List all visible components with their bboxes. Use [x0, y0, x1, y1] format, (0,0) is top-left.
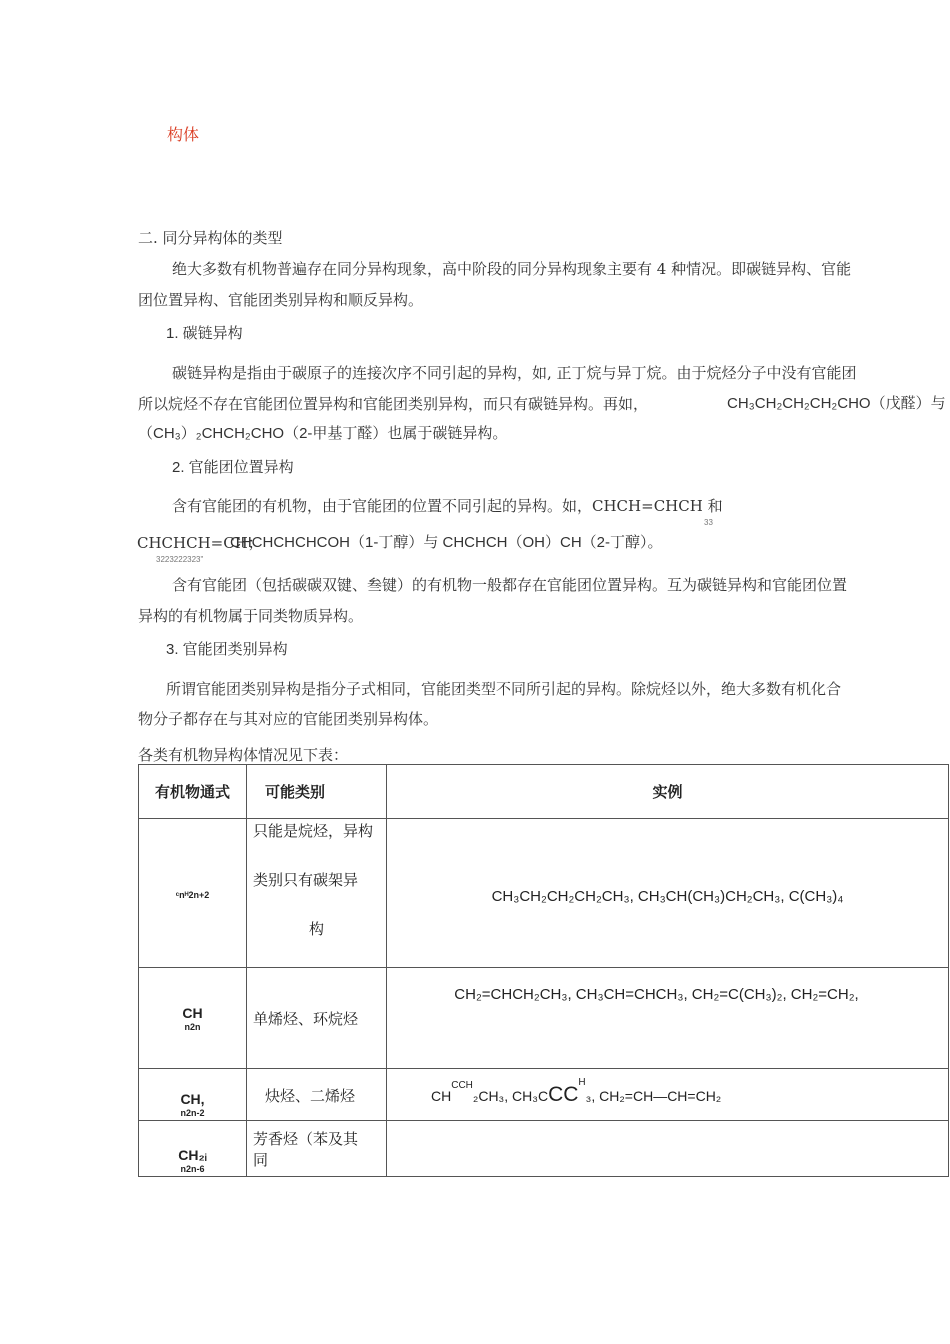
table-row: [139, 1121, 949, 1177]
table-row: [139, 819, 949, 968]
example-part: ₂CH₃, CH₃C: [472, 1088, 549, 1104]
example-sup: H: [578, 1077, 586, 1089]
table-row: [139, 968, 949, 1069]
example-cell: [387, 1069, 949, 1121]
formula-main: CH: [182, 1004, 203, 1021]
header-category: 可能类别: [247, 765, 387, 819]
category-line: 单烯烃、环烷烃: [253, 1010, 359, 1028]
example-part: CH: [431, 1088, 452, 1104]
intro-line-2: 团位置异构、官能团类别异构和顺反异构。: [138, 291, 424, 309]
example-text: CH₂=CHCH₂CH₃, CH₃CH=CHCH₃, CH₂=C(CH₃)₂, CH₂=CH₂,: [454, 986, 859, 1003]
category-line: 只能是烷烃，异构: [253, 823, 374, 840]
formula-cell: [139, 1121, 247, 1177]
example-part: ₃, CH₂=CH—CH=CH₂: [585, 1088, 722, 1104]
sec1-line-3: （CH₃）₂CHCH₂CHO（2-甲基丁醛）也属于碳链异构。: [138, 425, 508, 442]
category-line: 炔烃、二烯烃: [265, 1088, 356, 1105]
example-cell: [387, 968, 949, 1069]
sec1-line-2-formula: CH₃CH₂CH₂CH₂CHO（戊醛）与: [727, 395, 946, 412]
example-big: CC: [548, 1083, 579, 1106]
sec2-line-1-small: 33: [704, 518, 713, 527]
sec3-line-2: 物分子都存在与其对应的官能团类别异构体。: [138, 710, 439, 728]
sec2-line-2-small: 3223222323": [156, 555, 204, 564]
isomer-table: [138, 764, 949, 1177]
example-sup: CCH: [451, 1080, 473, 1092]
sec2-line-1: 含有官能团的有机物，由于官能团的位置不同引起的异构。如，CHCH=CHCH 和: [172, 497, 723, 515]
sec2-line-3: 含有官能团（包括碳碳双键、叁键）的有机物一般都存在官能团位置异构。互为碳链异构和官能团位置: [172, 576, 848, 594]
category-cell: [247, 1069, 387, 1121]
formula-sub: n2n-2: [180, 1108, 205, 1118]
sec2-line-2-prefix: CHCHCH=CH；: [137, 534, 263, 552]
example-cell: CH₃CH₂CH₂CH₂CH₃, CH₃CH(CH₃)CH₂CH₃, C(CH₃)₄: [387, 819, 949, 968]
sec2-line-4: 异构的有机物属于同类物质异构。: [138, 607, 364, 625]
category-cell: [247, 968, 387, 1069]
example-cell: [387, 1121, 949, 1177]
category-cell: [247, 1121, 387, 1177]
category-cell: [247, 819, 387, 968]
category-line: 构: [309, 921, 325, 938]
formula-cell: [139, 819, 247, 968]
table-caption: 各类有机物异构体情况见下表：: [138, 746, 349, 764]
formula-sub: n2n-6: [180, 1164, 205, 1174]
sec1-title: 1. 碳链异构: [166, 325, 243, 342]
sec1-line-1: 碳链异构是指由于碳原子的连接次序不同引起的异构，如, 正丁烷与异丁烷。由于烷烃分子中没有官能团: [172, 364, 857, 382]
formula-main: CH,: [180, 1091, 205, 1107]
sec2-title: 2. 官能团位置异构: [172, 459, 294, 476]
heading-fragment: 构体: [167, 125, 200, 144]
header-example: 实例: [387, 765, 949, 819]
formula-main: ᶜnᴴ2n+2: [175, 889, 210, 900]
sec3-title: 3. 官能团类别异构: [166, 641, 288, 658]
sec1-line-2-prefix: 所以烷烃不存在官能团位置异构和官能团类别异构，而只有碳链异构。再如，: [138, 395, 649, 413]
formula-cell: [139, 1069, 247, 1121]
category-line: 芳香烃（苯及其: [253, 1131, 359, 1148]
formula-main: CH₂ᵢ: [178, 1147, 207, 1163]
header-formula: 有机物通式: [139, 765, 247, 819]
category-line: 同: [253, 1152, 269, 1169]
formula-sub: n2n: [184, 1021, 201, 1032]
table-row: [139, 1069, 949, 1121]
formula-cell: [139, 968, 247, 1069]
section-title: 二. 同分异构体的类型: [138, 229, 283, 247]
sec3-line-1: 所谓官能团类别异构是指分子式相同，官能团类型不同所引起的异构。除烷烃以外，绝大多数有机化合: [166, 680, 842, 698]
intro-line-1: 绝大多数有机物普遍存在同分异构现象，高中阶段的同分异构现象主要有 4 种情况。即碳链异构、官能: [172, 260, 852, 278]
sec2-line-2-rest: CHCHCHCHCOH（1-丁醇）与 CHCHCH（OH）CH（2-丁醇）。: [230, 534, 663, 551]
category-line: 类别只有碳架异: [253, 872, 359, 889]
